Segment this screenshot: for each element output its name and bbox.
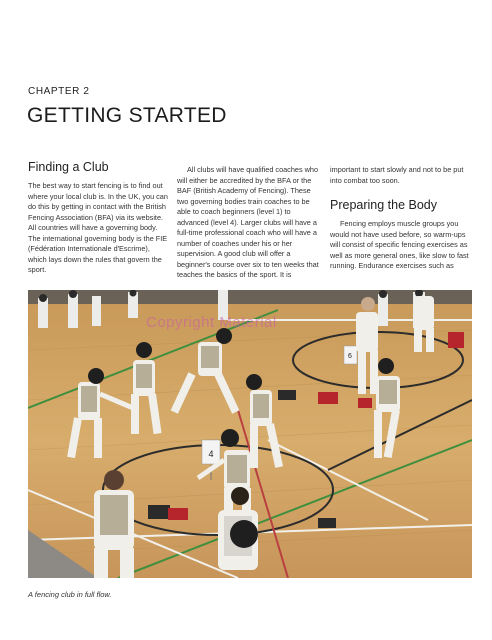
photo-caption: A fencing club in full flow. [28,590,112,599]
body-paragraph-continued: important to start slowly and not to be put into combat too soon. [330,165,464,185]
chapter-label: CHAPTER 2 [28,86,90,97]
piste-number-a: 4 [208,449,214,459]
section-heading-preparing-the-body: Preparing the Body [330,198,438,212]
body-paragraph: Fencing employs muscle groups you would not have used before, so warm-ups will consist of specific fencing exercises as well as more general ones, like slow to fast running. Endurance exercises such as [330,219,469,270]
body-paragraph: All clubs will have qualified coaches who will either be accredited by the BFA or the BAF (British Academy of Fencing). These two governing bodies train coaches to be able to coach beginners (level 1) to advanced (level 4). Larger clubs will have a full-time professional coach who will have a number of coaches under his or her supervision. A good club will offer a beginner's course over six to ten weeks that teaches the basics of the sport. It is [177,165,319,279]
section-heading-finding-a-club: Finding a Club [28,160,109,174]
piste-number-b: 6 [348,353,352,360]
text-column-2 [177,165,322,281]
copyright-watermark: Copyright Material [146,314,277,331]
text-column-1 [28,160,170,276]
text-column-3 [330,165,470,272]
body-paragraph: The best way to start fencing is to find out where your local club is. In the UK, you can do this by getting in contact with the British Fencing Association (BFA) via its website. All countries will have a governing body. The international governing body is the FIE (Fédération Internationale d'Escrime), which lays down the rules that govern the sport. [28,181,168,274]
chapter-title: GETTING STARTED [27,104,227,127]
fencing-club-photo [28,290,472,578]
